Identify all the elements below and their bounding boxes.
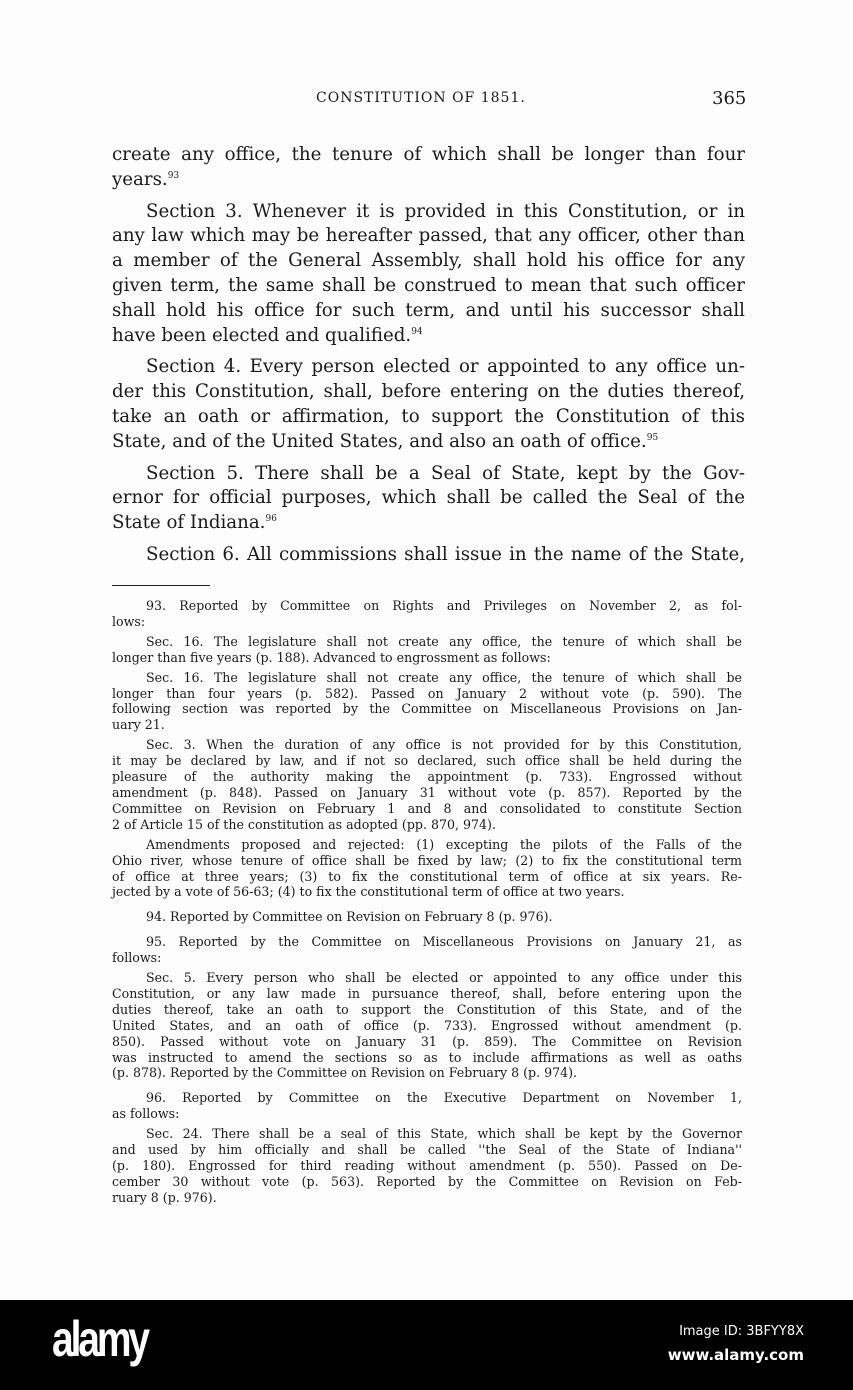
footnote-line: of office at three years; (3) to fix the constitutional term of office at six years. Re- xyxy=(112,868,742,884)
footnote-line: Constitution, or any law made in pursuance thereof, shall, before entering upon the xyxy=(112,985,742,1001)
footnote xyxy=(112,837,742,901)
watermark-banner xyxy=(0,1300,853,1390)
footnote-line: Amendments proposed and rejected: (1) excepting the pilots of the Falls of the xyxy=(146,836,742,852)
text-line xyxy=(112,249,745,274)
line-text: ernor for official purposes, which shall be called the Seal of the xyxy=(112,487,745,509)
footnote-ref: 94 xyxy=(411,326,423,337)
footnote xyxy=(112,970,742,1081)
footnote xyxy=(112,670,742,734)
footnote-line: Sec. 24. There shall be a seal of this State, which shall be kept by the Governor xyxy=(146,1126,742,1142)
footnote xyxy=(112,1090,742,1122)
footnote-line: (p. 180). Engrossed for third reading without amendment (p. 550). Passed on De- xyxy=(112,1158,742,1173)
line-text: Section 3. Whenever it is provided in this Constitution, or in xyxy=(146,200,745,222)
footnote-line: follows: xyxy=(112,950,162,966)
text-line xyxy=(112,143,745,168)
paragraph xyxy=(112,200,745,349)
footnote-line: 2 of Article 15 of the constitution as adopted (pp. 870, 974). xyxy=(112,816,496,832)
footnote xyxy=(112,934,742,966)
footnote-line: it may be declared by law, and if not so declared, such office shall be held during the xyxy=(112,753,742,769)
line-text: take an oath or affirmation, to support the Constitution of this xyxy=(112,405,745,427)
text-line xyxy=(112,511,745,536)
footnote-line: cember 30 without vote (p. 563). Reported by the Committee on Revision on Feb- xyxy=(112,1173,742,1189)
alamy-logo: alamy xyxy=(52,1311,147,1367)
text-line xyxy=(112,168,745,193)
footnote-line: uary 21. xyxy=(112,717,165,733)
line-text: State of Indiana. xyxy=(112,512,266,534)
footnote-line: was instructed to amend the sections so as to include affirmations as well as oaths xyxy=(112,1049,742,1065)
footnote-line: lows: xyxy=(112,613,146,629)
footnote-line: as follows: xyxy=(112,1106,180,1122)
line-text: State, and of the United States, and also an oath of office. xyxy=(112,430,647,452)
footnote-line: longer than four years (p. 582). Passed on January 2 without vote (p. 590). The xyxy=(112,685,742,701)
footnote-line: Committee on Revision on February 1 and 8 and consolidated to constitute Section xyxy=(112,800,742,816)
footnote-divider xyxy=(112,585,210,586)
footnote-ref: 96 xyxy=(265,514,277,525)
footnote-line: Ohio river, whose tenure of office shall be fixed by law; (2) to fix the constitutional term xyxy=(112,852,742,868)
line-text: Section 4. Every person elected or appointed to any office un- xyxy=(146,356,745,378)
footnote-line: 850). Passed without vote on January 31 (p. 859). The Committee on Revision xyxy=(112,1033,742,1049)
footnote xyxy=(112,634,742,666)
text-line xyxy=(112,355,745,380)
site-url: www.alamy.com xyxy=(667,1346,804,1364)
text-line xyxy=(112,380,745,405)
line-text: years. xyxy=(112,168,168,190)
footnote-ref: 93 xyxy=(167,170,180,181)
line-text: have been elected and qualified. xyxy=(112,324,412,346)
footnote-line: Sec. 16. The legislature shall not create any office, the tenure of which shall be xyxy=(146,669,742,685)
footnote-line: longer than five years (p. 188). Advanced to engrossment as follows: xyxy=(112,649,551,665)
footnote xyxy=(112,737,742,832)
footnote-line: duties thereof, take an oath to support the Constitution of this State, and of the xyxy=(112,1001,742,1017)
text-line xyxy=(112,430,745,455)
text-line xyxy=(112,200,745,225)
image-id-label: Image ID: 3BFYY8X xyxy=(679,1324,804,1339)
footnote-line: 96. Reported by Committee on the Executive Department on November 1, xyxy=(146,1090,742,1106)
paragraph xyxy=(112,543,745,568)
text-line xyxy=(112,486,745,511)
footnote-line: (p. 878). Reported by the Committee on Revision on February 8 (p. 974). xyxy=(112,1065,578,1081)
line-text: any law which may be hereafter passed, that any officer, other than xyxy=(112,225,745,247)
footnote-line: pleasure of the authority making the appointment (p. 733). Engrossed without xyxy=(112,769,742,785)
footnote-line: 93. Reported by Committee on Rights and Privileges on November 2, as fol- xyxy=(146,598,742,613)
running-title: CONSTITUTION OF 1851. xyxy=(316,90,526,106)
paragraph xyxy=(112,462,745,536)
line-text: shall hold his office for such term, and until his successor shall xyxy=(112,299,745,321)
page-number: 365 xyxy=(712,88,747,109)
line-text: Section 5. There shall be a Seal of State, kept by the Gov- xyxy=(146,462,745,484)
footnote-line: 94. Reported by Committee on Revision on February 8 (p. 976). xyxy=(146,909,553,925)
text-line xyxy=(112,274,745,299)
footnote xyxy=(112,909,742,925)
paragraph xyxy=(112,355,745,454)
footnote-line: jected by a vote of 56-63; (4) to fix the constitutional term of office at two years. xyxy=(112,884,625,900)
footnote-line: ruary 8 (p. 976). xyxy=(112,1189,217,1205)
footnote-ref: 95 xyxy=(646,432,659,443)
footnote-line: following section was reported by the Committee on Miscellaneous Provisions on Jan- xyxy=(112,701,742,717)
footnotes xyxy=(112,598,742,1206)
text-line xyxy=(112,405,745,430)
paragraph xyxy=(112,143,745,193)
line-text: create any office, the tenure of which shall be longer than four xyxy=(112,144,745,165)
footnote-line: and used by him officially and shall be called ''the Seal of the State of Indiana'' xyxy=(112,1142,742,1158)
footnote-line: Sec. 16. The legislature shall not create any office, the tenure of which shall be xyxy=(146,633,742,649)
footnote xyxy=(112,598,742,630)
line-text: Section 6. All commissions shall issue in the name of the State, xyxy=(146,543,745,565)
text-line xyxy=(112,224,745,249)
line-text: a member of the General Assembly, shall hold his office for any xyxy=(112,250,745,272)
footnote-line: United States, and an oath of office (p. 733). Engrossed without amendment (p. xyxy=(112,1017,742,1033)
footnote-line: Sec. 3. When the duration of any office is not provided for by this Constitution, xyxy=(146,737,742,753)
footnote xyxy=(112,1126,742,1206)
footnote-line: Sec. 5. Every person who shall be elected or appointed to any office under this xyxy=(146,970,742,986)
body-text xyxy=(112,143,745,575)
text-line xyxy=(112,543,745,568)
footnote-line: amendment (p. 848). Passed on January 31 without vote (p. 857). Reported by the xyxy=(112,784,742,800)
line-text: der this Constitution, shall, before entering on the duties thereof, xyxy=(112,381,745,403)
text-line xyxy=(112,299,745,324)
footnote-line: 95. Reported by the Committee on Miscellaneous Provisions on January 21, as xyxy=(146,934,742,950)
text-line xyxy=(112,462,745,487)
line-text: given term, the same shall be construed to mean that such officer xyxy=(112,274,745,296)
text-line xyxy=(112,324,745,349)
